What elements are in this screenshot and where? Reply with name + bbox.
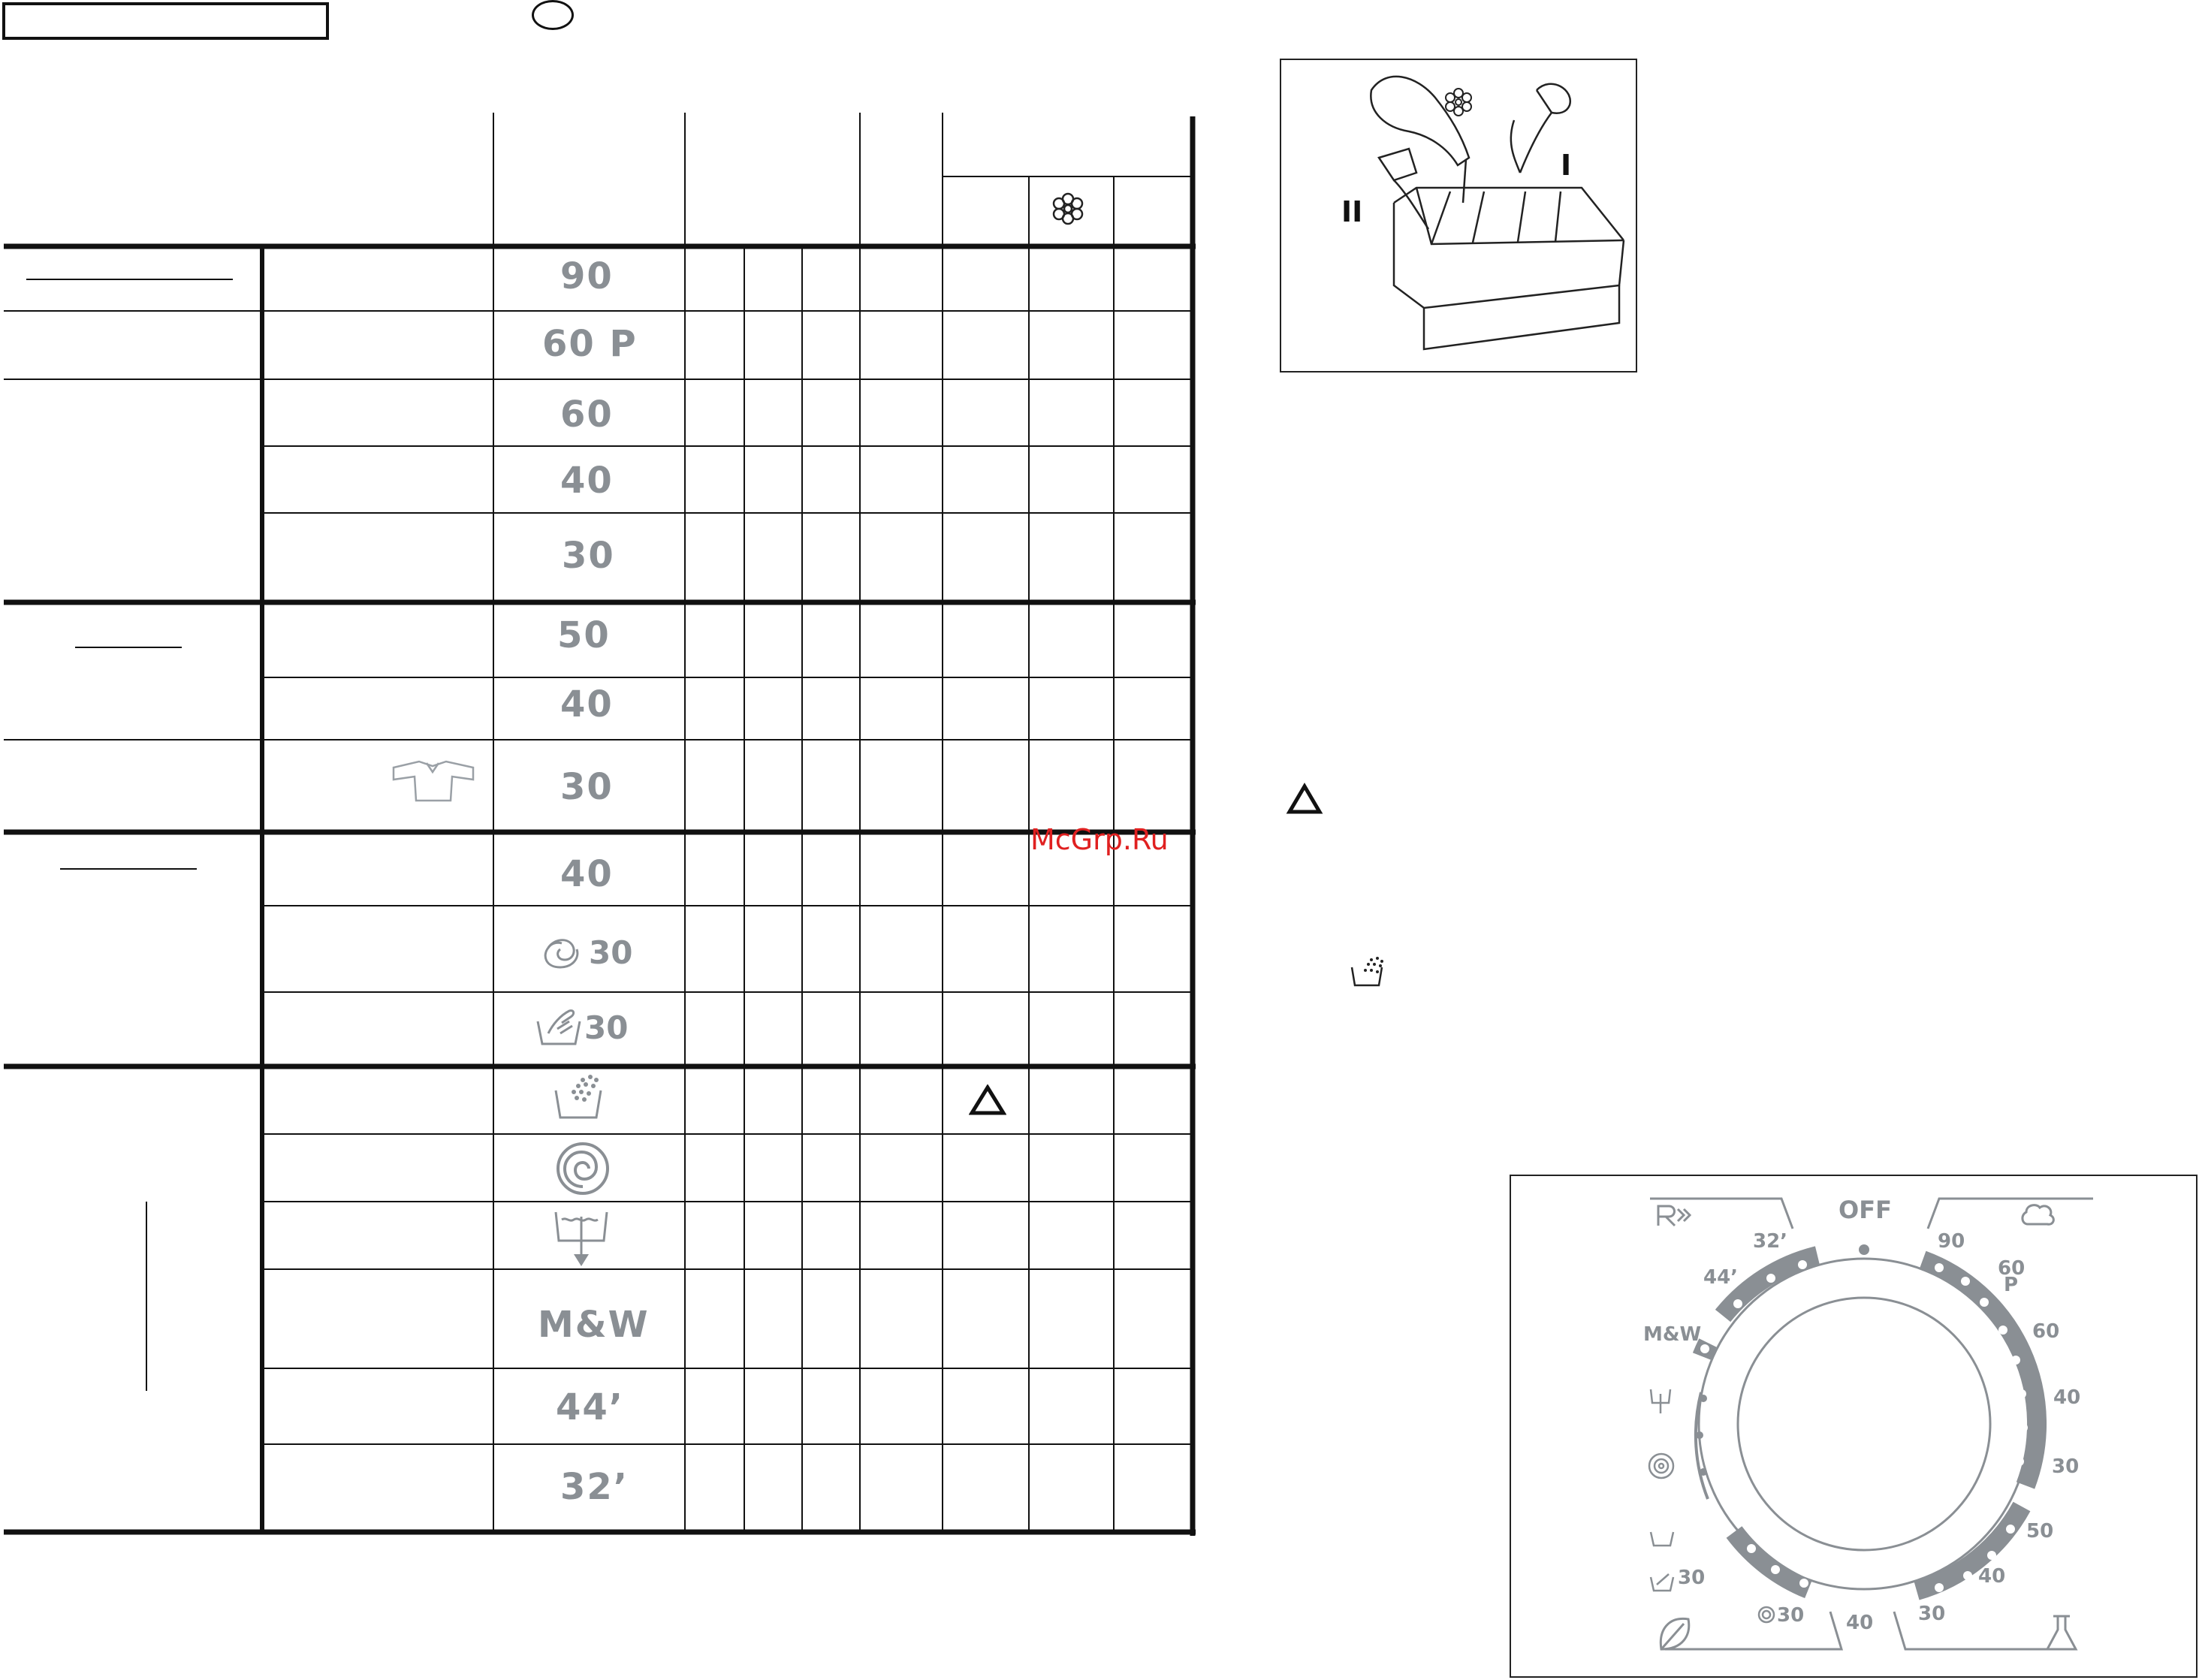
rinse-note-icon — [1349, 955, 1388, 988]
temp-90: 90 — [560, 255, 614, 297]
temp-60: 60 — [560, 394, 614, 436]
warning-triangle-note-icon — [1286, 783, 1323, 816]
drain-small-icon — [1651, 1389, 1670, 1413]
mw-label: M&W — [538, 1304, 650, 1346]
spin-icon — [554, 1140, 611, 1197]
temp-40-delicate: 40 — [560, 853, 614, 895]
flower-softener-icon — [1051, 192, 1084, 225]
temp-50: 50 — [557, 614, 611, 656]
dial-mw: M&W — [1643, 1323, 1702, 1346]
programme-dial[interactable] — [1511, 1176, 2196, 1676]
dispenser-illustration — [1280, 59, 1637, 372]
dial-40-mix: 40 — [1846, 1612, 1874, 1634]
dial-p: P — [2004, 1274, 2019, 1296]
dial-30-b: 30 — [1918, 1603, 1946, 1625]
rinse-icon — [553, 1072, 608, 1122]
rinse-small-icon — [1651, 1532, 1673, 1546]
temp-30-handwash: 30 — [584, 1009, 629, 1046]
temp-30: 30 — [562, 535, 615, 577]
warning-triangle-icon — [969, 1084, 1006, 1116]
dial-30-handwash: 30 — [1678, 1567, 1706, 1589]
dial-60p: 60 — [1998, 1257, 2026, 1280]
temp-60p: 60 P — [542, 323, 638, 365]
wool-icon — [538, 931, 583, 972]
dial-50: 50 — [2026, 1520, 2054, 1543]
watermark: McGrp.Ru — [1030, 823, 1169, 856]
dial-40: 40 — [2053, 1386, 2081, 1409]
shirt-icon — [389, 757, 478, 805]
t44-label: 44’ — [556, 1386, 625, 1428]
dial-60: 60 — [2032, 1320, 2060, 1343]
t32-label: 32’ — [560, 1466, 629, 1508]
handwash-icon — [535, 1006, 583, 1048]
flask-icon — [2047, 1616, 2076, 1649]
temp-30-wool: 30 — [589, 934, 633, 971]
wool-small-icon — [1759, 1607, 1774, 1622]
dispenser-drawing — [1281, 60, 1636, 371]
label-ii: II — [1341, 195, 1363, 228]
dial-32: 32’ — [1753, 1230, 1788, 1253]
temp-30-shirts: 30 — [560, 766, 614, 808]
dial-90: 90 — [1938, 1230, 1965, 1253]
leaf-icon — [1661, 1618, 1688, 1649]
dial-40-b: 40 — [1978, 1565, 2006, 1588]
cotton-icon — [2023, 1205, 2053, 1225]
temp-40: 40 — [560, 460, 614, 502]
programme-dial-panel — [1510, 1175, 2197, 1678]
label-i: I — [1561, 149, 1572, 182]
dial-30: 30 — [2052, 1455, 2080, 1478]
dial-off: OFF — [1839, 1196, 1892, 1224]
spin-small-icon — [1649, 1454, 1673, 1478]
temp-40-synthetic: 40 — [560, 683, 614, 725]
dial-30-wool: 30 — [1777, 1604, 1805, 1627]
drain-icon — [551, 1208, 611, 1269]
handwash-small-icon — [1651, 1574, 1673, 1591]
rapid-icon — [1658, 1206, 1690, 1226]
dial-44: 44’ — [1703, 1266, 1739, 1289]
